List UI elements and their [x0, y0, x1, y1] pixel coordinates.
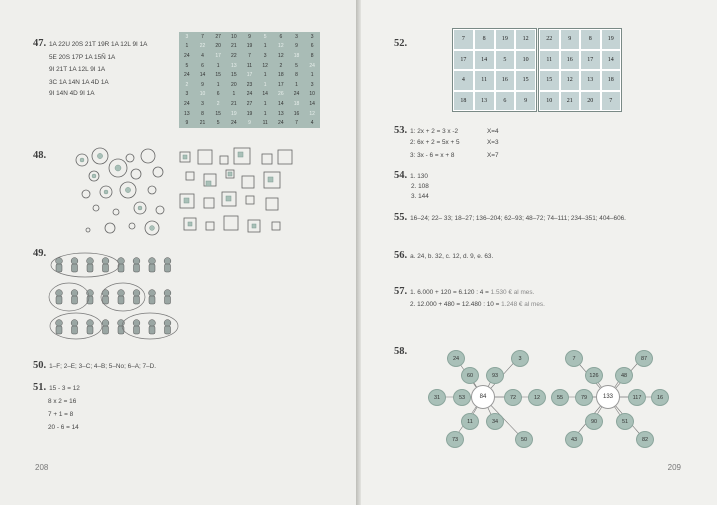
grid-cell: 1	[310, 72, 314, 79]
square-cell: 15	[515, 70, 536, 91]
grid-cell: 8	[295, 72, 298, 79]
exercise-55	[394, 212, 626, 223]
grid-cell: 1	[216, 81, 220, 88]
grid-cell: 19	[246, 110, 253, 117]
square-cell: 17	[453, 50, 474, 71]
exercise-number: 54.	[394, 170, 408, 181]
cat-figure	[149, 258, 156, 272]
grid-cell: 13	[278, 110, 284, 117]
grid-cell: 5	[185, 62, 189, 69]
grid-cell: 3	[201, 100, 204, 107]
center-node: 84	[471, 385, 495, 409]
grid-cell: 14	[262, 91, 268, 98]
grid-cell: 5	[216, 120, 220, 127]
square-cell: 10	[515, 50, 536, 71]
exercise-52	[394, 38, 410, 49]
grid-cell: 6	[216, 91, 220, 98]
exercise-text: 1–F; 2–E; 3–C; 4–B; 5–No; 6–A; 7–D.	[49, 363, 157, 370]
square-cell: 11	[474, 70, 495, 91]
grid-cell: 20	[231, 81, 237, 88]
left-page	[0, 0, 356, 505]
number-node: 43	[565, 431, 583, 448]
grid-cell: 24	[184, 72, 190, 79]
number-node: 53	[453, 389, 471, 406]
grid-cell: 15	[215, 110, 221, 117]
answer: X=3	[487, 139, 499, 146]
grid-cell: 3	[310, 81, 314, 88]
cat-figure	[149, 320, 156, 334]
square-cell: 17	[580, 50, 601, 71]
exercise-54	[394, 170, 428, 181]
square-cell: 21	[560, 91, 581, 112]
square-cell: 20	[580, 91, 601, 112]
grid-cell: 17	[278, 81, 284, 88]
square-cell: 15	[539, 70, 560, 91]
text-line: 7 + 1 = 8	[48, 411, 74, 418]
grid-cell: 1	[263, 81, 267, 88]
square-cell: 5	[495, 50, 516, 71]
number-node: 90	[585, 413, 603, 430]
text-line: 1. 6.000 + 120 = 6.120 : 4 =	[410, 289, 491, 296]
grid-cell: 1	[263, 100, 267, 107]
grid-cell: 21	[231, 43, 237, 50]
exercise-57	[394, 286, 534, 297]
letter-code-grid	[179, 32, 320, 128]
grid-cell: 16	[293, 110, 300, 117]
grid-cell: 2	[216, 100, 220, 107]
exercise-49	[33, 248, 49, 259]
cat-figure	[149, 290, 156, 304]
number-node: 31	[428, 389, 446, 406]
grid-cell: 13	[184, 110, 190, 117]
grid-cell: 5	[295, 62, 298, 69]
grid-cell: 24	[278, 120, 284, 127]
cat-figure	[133, 320, 140, 334]
cats-figure	[48, 252, 180, 340]
cat-figure	[87, 258, 94, 272]
grid-cell: 8	[310, 52, 314, 59]
grid-cell: 12	[278, 43, 284, 50]
exercise-number: 51.	[33, 382, 47, 393]
grid-cell: 15	[231, 72, 237, 79]
grid-cell: 10	[231, 33, 237, 40]
text-line: 1: 2x + 2 = 3 x -2	[410, 128, 459, 135]
square-cell: 9	[515, 91, 536, 112]
exercise-58	[394, 346, 410, 357]
grid-cell: 7	[201, 33, 204, 40]
exercise-number: 58.	[394, 346, 408, 357]
square-cell: 14	[601, 50, 622, 71]
grid-cell: 9	[185, 120, 189, 127]
exercise-50	[33, 360, 156, 371]
exercise-number: 53.	[394, 125, 408, 136]
exercise-number: 55.	[394, 212, 408, 223]
cat-figure	[102, 258, 109, 272]
cat-figure	[133, 290, 140, 304]
grid-cell: 10	[199, 91, 206, 98]
number-node: 126	[585, 367, 603, 384]
exercise-51	[33, 382, 80, 393]
grid-cell: 9	[248, 120, 251, 127]
grid-cell: 12	[262, 62, 268, 69]
number-node: 93	[486, 367, 504, 384]
square-cell: 18	[601, 70, 622, 91]
cat-figure	[56, 258, 63, 272]
answer: 1.248 € al mes.	[501, 301, 545, 308]
number-node: 60	[461, 367, 479, 384]
text-line: 5E 20S 17P 1A 15Ñ 1A	[49, 54, 116, 61]
exercise-number: 56.	[394, 250, 408, 261]
grid-cell: 24	[293, 91, 300, 98]
right-page	[361, 0, 717, 505]
page-number: 209	[667, 463, 681, 472]
grid-cell: 7	[248, 52, 251, 59]
square-cell: 19	[601, 29, 622, 50]
grid-cell: 2	[279, 62, 283, 69]
grid-cell: 10	[309, 91, 315, 98]
grid-cell: 3	[263, 52, 267, 59]
cat-figure	[71, 258, 78, 272]
exercise-number: 49.	[33, 248, 47, 259]
number-node: 117	[628, 389, 646, 406]
cat-figure	[87, 320, 94, 334]
grid-cell: 15	[215, 72, 221, 79]
circles-figure	[70, 146, 170, 240]
page-number: 208	[35, 463, 49, 472]
grid-cell: 1	[263, 72, 267, 79]
answer: X=4	[487, 128, 499, 135]
number-node: 12	[528, 389, 546, 406]
number-node: 34	[486, 413, 504, 430]
exercise-53	[394, 125, 458, 136]
number-node: 24	[447, 350, 465, 367]
exercise-number: 57.	[394, 286, 408, 297]
square-cell: 7	[453, 29, 474, 50]
text-line: 9I 21T 1A 12L 9I 1A	[49, 66, 106, 73]
grid-cell: 14	[309, 100, 315, 107]
text-line: 3C 1A 14N 1A 4D 1A	[49, 79, 109, 86]
grid-cell: 18	[293, 52, 300, 59]
grid-cell: 1	[185, 43, 189, 50]
cat-figure	[164, 258, 171, 272]
grid-cell: 24	[184, 52, 190, 59]
text-line: 1A 22U 20S 21T 19R 1A 12L 9I 1A	[49, 41, 148, 48]
text-line: 2. 12.000 + 480 = 12.480 : 10 =	[410, 301, 502, 308]
cat-figure	[71, 320, 78, 334]
grid-cell: 20	[215, 43, 221, 50]
number-node: 55	[551, 389, 569, 406]
grid-cell: 12	[309, 110, 315, 117]
grid-cell: 6	[310, 43, 314, 50]
text-line: 2. 108	[411, 183, 429, 190]
grid-cell: 6	[201, 62, 204, 69]
number-node: 48	[615, 367, 633, 384]
square-cell: 7	[601, 91, 622, 112]
number-node: 3	[511, 350, 529, 367]
cat-figure	[102, 290, 109, 304]
cat-figure	[56, 320, 63, 334]
square-cell: 4	[453, 70, 474, 91]
magic-square-1	[452, 28, 537, 112]
grid-cell: 14	[278, 100, 284, 107]
cat-figure	[71, 290, 78, 304]
number-node: 72	[504, 389, 522, 406]
square-cell: 10	[539, 91, 560, 112]
grid-cell: 19	[231, 110, 237, 117]
grid-cell: 3	[185, 33, 189, 40]
grid-cell: 3	[185, 91, 189, 98]
square-cell: 13	[580, 70, 601, 91]
grid-cell: 1	[295, 81, 298, 88]
answer: X=7	[487, 152, 499, 159]
cat-figure	[164, 320, 171, 334]
text-line: 20 - 6 = 14	[48, 424, 79, 431]
number-node: 82	[636, 431, 654, 448]
grid-cell: 9	[201, 81, 204, 88]
grid-cell: 1	[263, 110, 267, 117]
number-node: 51	[616, 413, 634, 430]
squares-figure	[176, 146, 296, 240]
grid-cell: 24	[246, 91, 253, 98]
square-cell: 22	[539, 29, 560, 50]
text-line: 15 - 3 = 12	[49, 385, 80, 392]
cat-figure	[164, 290, 171, 304]
exercise-number: 47.	[33, 38, 47, 49]
square-cell: 8	[580, 29, 601, 50]
text-line: 1. 130	[410, 173, 428, 180]
grid-cell: 1	[232, 91, 236, 98]
square-cell: 14	[474, 50, 495, 71]
grid-cell: 18	[293, 100, 300, 107]
grid-cell: 22	[231, 52, 237, 59]
grid-cell: 17	[246, 72, 253, 79]
grid-cell: 2	[185, 81, 189, 88]
grid-cell: 11	[246, 62, 253, 69]
number-node: 16	[651, 389, 669, 406]
exercise-number: 50.	[33, 360, 47, 371]
square-cell: 8	[474, 29, 495, 50]
grid-cell: 1	[263, 43, 267, 50]
exercise-56	[394, 250, 493, 261]
grid-cell: 8	[201, 110, 204, 117]
cat-figure	[118, 290, 125, 304]
square-cell: 19	[495, 29, 516, 50]
square-cell: 13	[474, 91, 495, 112]
exercise-47	[33, 38, 49, 49]
cat-figure	[102, 320, 109, 334]
grid-cell: 14	[199, 72, 206, 79]
square-cell: 12	[560, 70, 581, 91]
center-node: 133	[596, 385, 620, 409]
text-line: 3: 3x - 6 = x + 8	[410, 152, 455, 159]
grid-cell: 24	[231, 120, 237, 127]
cat-figure	[118, 258, 125, 272]
number-node: 79	[575, 389, 593, 406]
grid-cell: 22	[199, 43, 206, 50]
grid-cell: 24	[309, 62, 315, 69]
cat-figure	[133, 258, 140, 272]
grid-cell: 3	[310, 33, 314, 40]
grid-cell: 18	[278, 72, 284, 79]
text-line: 9I 14N 4D 9I 1A	[49, 90, 95, 97]
square-cell: 18	[453, 91, 474, 112]
cat-figure	[56, 290, 63, 304]
answer: 1.530 € al mes.	[490, 289, 535, 296]
exercise-48	[33, 150, 49, 161]
grid-cell: 27	[246, 100, 253, 107]
grid-cell: 4	[201, 52, 204, 59]
number-node: 7	[565, 350, 583, 367]
number-node: 11	[461, 413, 479, 430]
grid-cell: 21	[231, 100, 237, 107]
grid-cell: 5	[263, 33, 267, 40]
grid-cell: 19	[246, 43, 253, 50]
grid-cell: 6	[279, 33, 283, 40]
magic-square-2	[538, 28, 622, 112]
square-cell: 6	[495, 91, 516, 112]
square-cell: 9	[560, 29, 581, 50]
exercise-number: 48.	[33, 150, 47, 161]
number-node: 73	[446, 431, 464, 448]
text-line: 3. 144	[411, 193, 429, 200]
grid-cell: 3	[295, 33, 298, 40]
number-node: 50	[515, 431, 533, 448]
square-cell: 16	[560, 50, 581, 71]
text-line: 2: 6x + 2 = 5x + 5	[410, 139, 460, 146]
grid-cell: 27	[215, 33, 221, 40]
grid-cell: 12	[278, 52, 284, 59]
grid-cell: 9	[295, 43, 298, 50]
number-node: 87	[635, 350, 653, 367]
grid-cell: 13	[231, 62, 237, 69]
grid-cell: 26	[278, 91, 284, 98]
square-cell: 16	[495, 70, 516, 91]
grid-cell: 7	[295, 120, 298, 127]
grid-cell: 21	[199, 120, 206, 127]
grid-cell: 9	[248, 33, 251, 40]
text-line: 8 x 2 = 16	[48, 398, 77, 405]
exercise-text: 16–24; 22– 33; 18–27; 136–204; 62–93; 48–72; 74–111; 234–351; 404–606.	[410, 215, 626, 222]
grid-cell: 17	[215, 52, 221, 59]
grid-cell: 1	[216, 62, 220, 69]
grid-cell: 4	[310, 120, 314, 127]
grid-cell: 23	[246, 81, 253, 88]
exercise-number: 52.	[394, 38, 408, 49]
grid-cell: 24	[184, 100, 190, 107]
grid-cell: 11	[262, 120, 268, 127]
square-cell: 11	[539, 50, 560, 71]
square-cell: 12	[515, 29, 536, 50]
exercise-text: a. 24, b. 32, c. 12, d. 9, e. 63.	[410, 253, 494, 260]
